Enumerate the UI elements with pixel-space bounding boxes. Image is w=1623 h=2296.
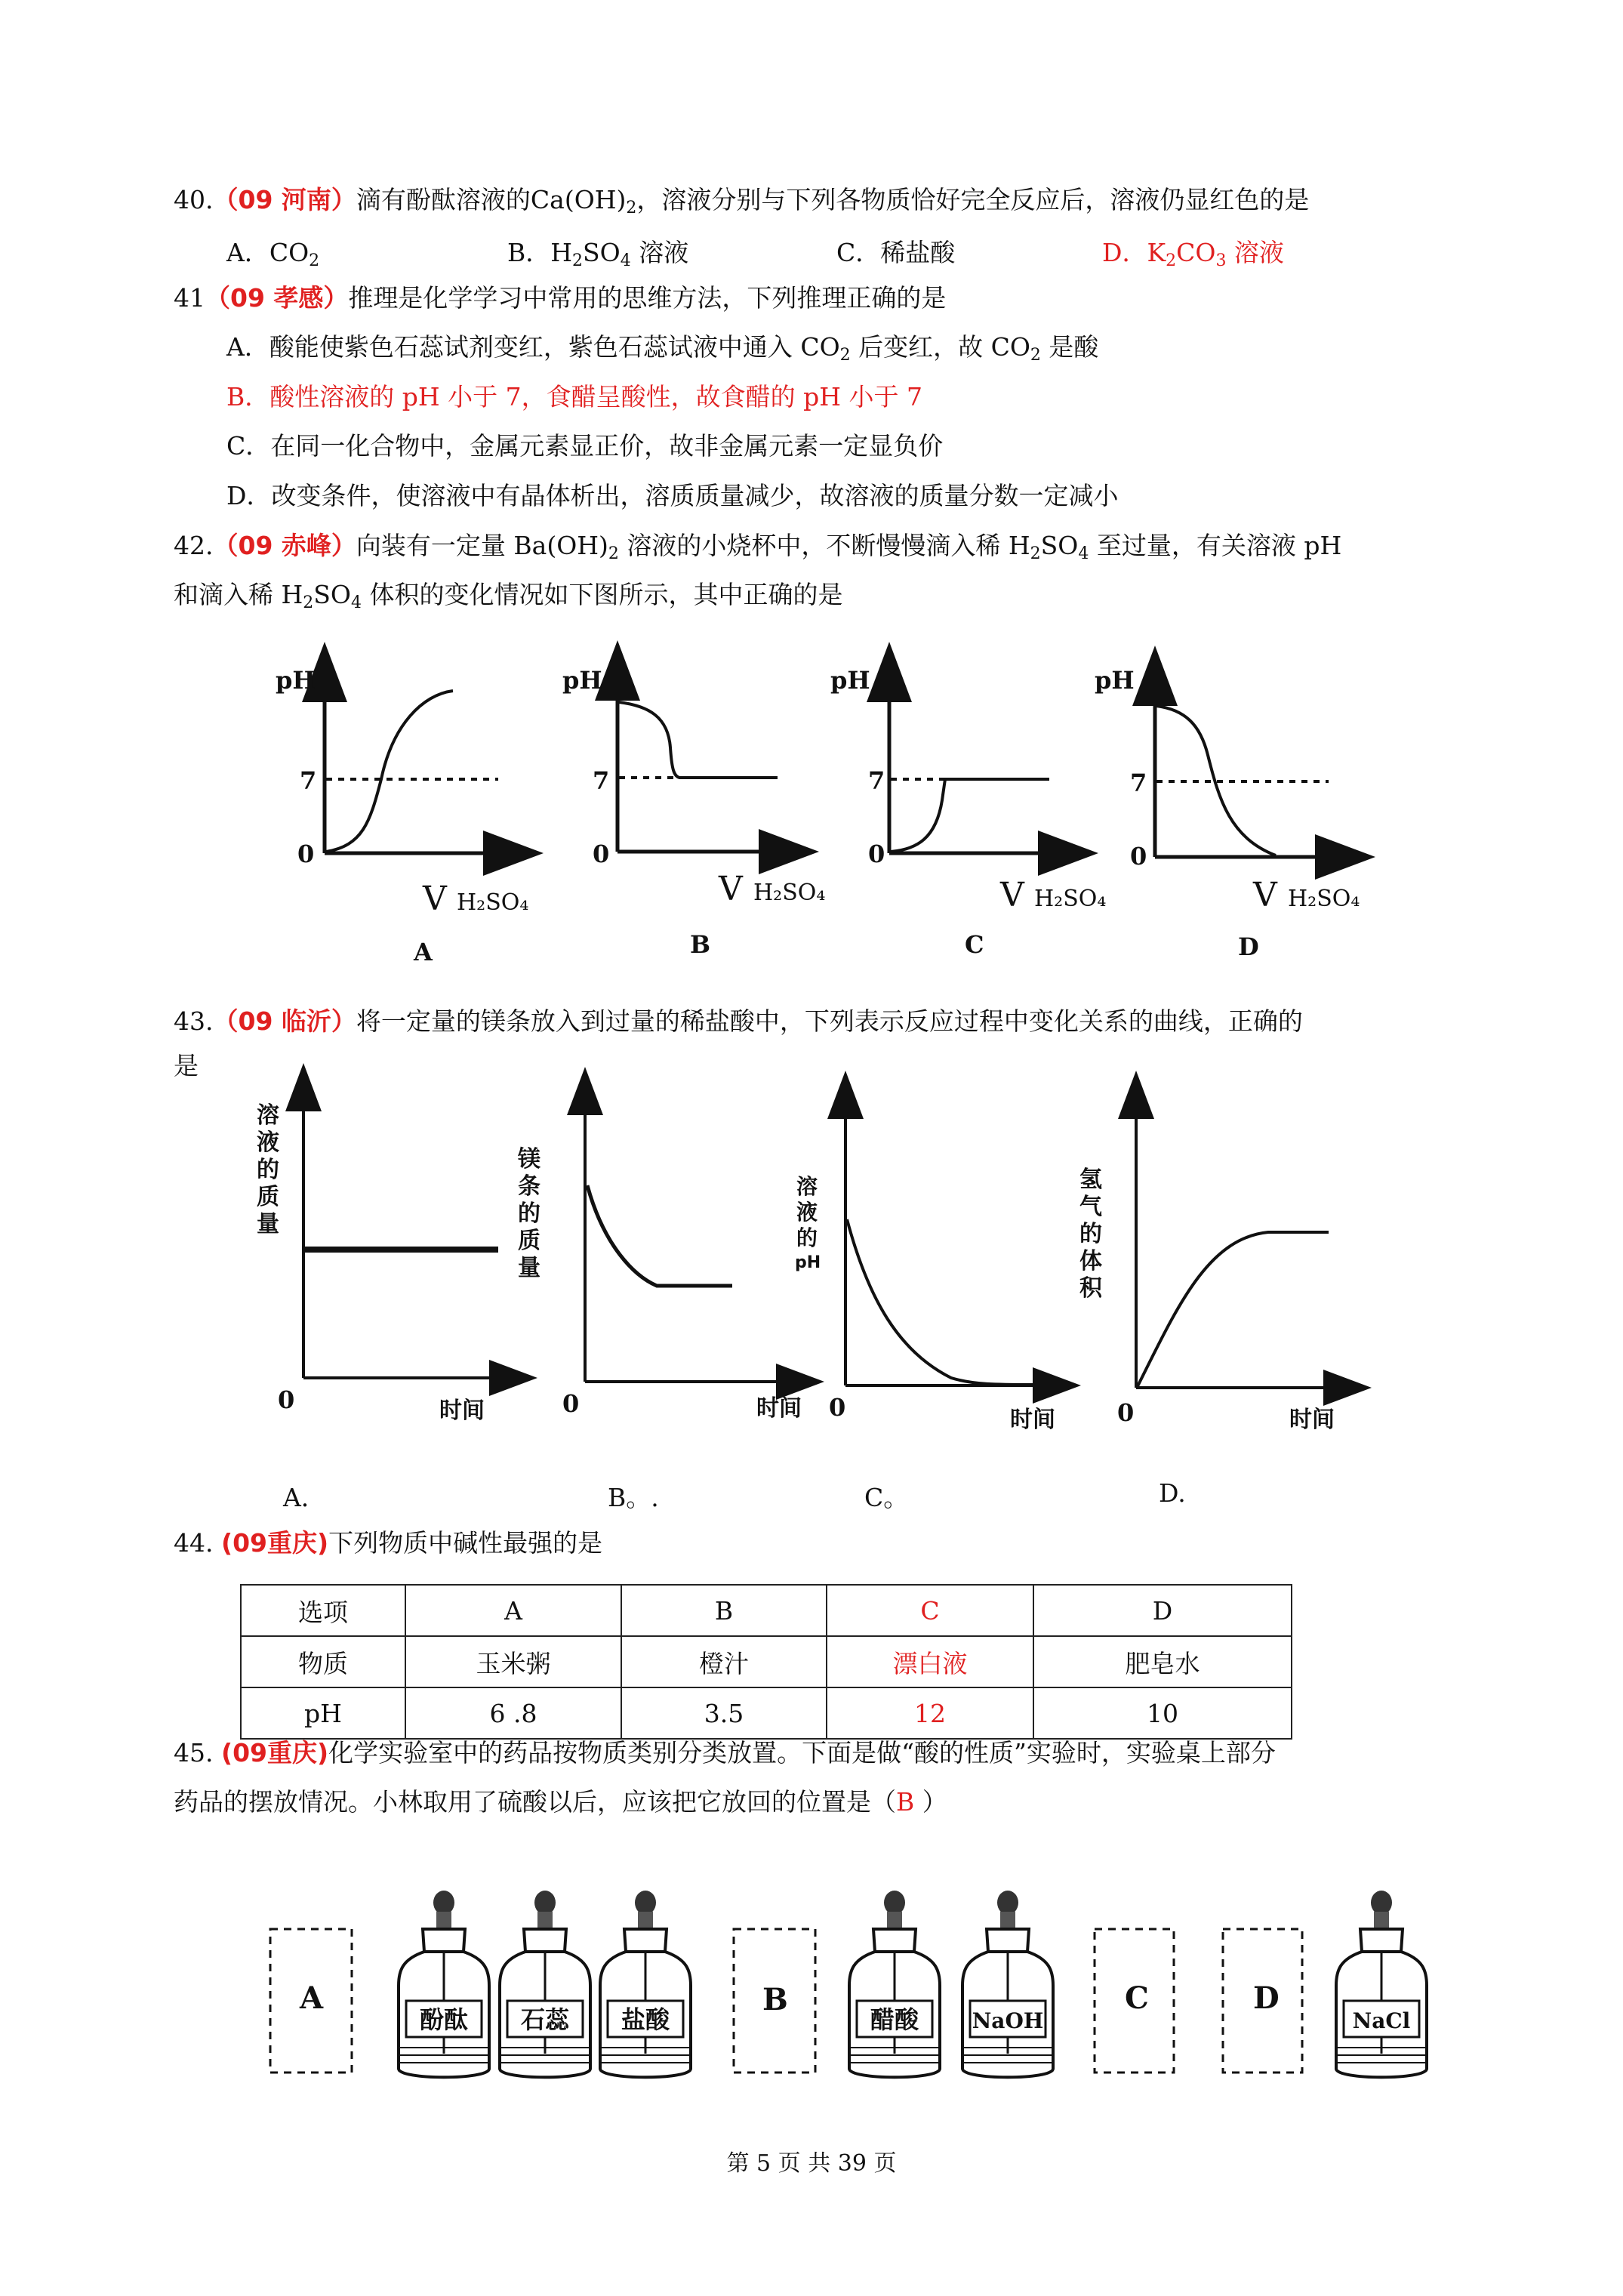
reagent-bottle	[849, 1891, 940, 2077]
q40-option-c: C．稀盐酸	[836, 238, 956, 267]
q41-option-a: A．酸能使紫色石蕊试剂变红，紫色石蕊试液中通入 $CO_2$ 后变红，故 $CO_2$ 是酸	[226, 332, 1099, 365]
q43-d-y-label: 氢气的体积	[1079, 1166, 1102, 1302]
table-row: pH 6 .8 3.5 12 10	[241, 1687, 1292, 1739]
q43-graph-b	[562, 1091, 802, 1422]
bottle-label: 石蕊	[520, 2005, 570, 2034]
reagent-bottle	[1336, 1891, 1427, 2077]
q45-slot-a-label: A	[300, 1980, 324, 2016]
q42-d-y-label: pH	[1095, 666, 1135, 695]
q40-option-a: A．$CO_2$	[226, 238, 320, 270]
q40-option-b: B．$H_2SO_4$ 溶液	[507, 238, 689, 270]
bottle-label: 酚酞	[419, 2005, 469, 2034]
q43-option-c: C。	[864, 1483, 909, 1512]
q42-b-seven: 7	[593, 766, 610, 795]
q43-c-y-label: 溶液的	[796, 1174, 818, 1250]
q45-shelf	[270, 1891, 1427, 2077]
q43-d-zero: 0	[1117, 1398, 1135, 1427]
q45-source: (09重庆)	[220, 1738, 329, 1767]
q42-d-seven: 7	[1130, 769, 1147, 797]
q40-source: （09 河南）	[213, 185, 356, 214]
q44-table	[240, 1584, 1292, 1740]
q43-option-a: A．	[283, 1483, 326, 1512]
q43-c-y-label-ph: pH	[795, 1253, 821, 1272]
page-footer: 第 5 页 共 39 页	[726, 2150, 897, 2177]
q41-source: （09 孝感）	[205, 283, 349, 313]
q43-a-x-label: 时间	[439, 1398, 485, 1424]
q42-c-x-label: V	[1000, 876, 1024, 914]
q42-label-c: C	[965, 930, 984, 959]
q42-label-b: B	[690, 930, 711, 959]
q43-b-x-label: 时间	[756, 1395, 802, 1422]
q41-option-d: D．改变条件，使溶液中有晶体析出，溶质质量减少，故溶液的质量分数一定减小	[226, 481, 1119, 510]
q42-d-x-label: V	[1253, 876, 1277, 914]
q41-stem: 41（09 孝感）推理是化学学习中常用的思维方法，下列推理正确的是	[174, 283, 947, 313]
q44-stem: 44. (09重庆)下列物质中碱性最强的是	[174, 1528, 603, 1558]
q42-source: （09 赤峰）	[213, 531, 356, 560]
q42-b-y-label: pH	[562, 666, 602, 695]
q45-answer: B	[896, 1787, 915, 1817]
q43-b-zero: 0	[562, 1389, 580, 1418]
q43-c-x-label: 时间	[1010, 1407, 1055, 1433]
q42-label-d: D	[1238, 932, 1259, 961]
q43-graph-c	[829, 1095, 1057, 1433]
q43-option-b: B。.	[608, 1483, 659, 1512]
q42-a-x-label: V	[423, 880, 447, 918]
q42-a-y-label: pH	[276, 666, 316, 695]
q42-b-x-label: V	[719, 870, 743, 908]
bottle-label: NaCl	[1352, 2008, 1411, 2033]
q40-option-d: D．$K_2CO_3$ 溶液	[1102, 238, 1284, 270]
q42-label-a: A	[414, 938, 433, 966]
q42-graph-b	[562, 666, 825, 959]
q42-c-zero: 0	[868, 840, 885, 868]
q42-c-y-label: pH	[830, 666, 870, 695]
q41-option-c: C．在同一化合物中，金属元素显正价，故非金属元素一定显负价	[226, 431, 944, 461]
q45-slot-d-label: D	[1253, 1980, 1280, 2016]
table-row: 物质 玉米粥 橙汁 漂白液 肥皂水	[241, 1636, 1292, 1687]
bottle-label: 盐酸	[621, 2005, 670, 2034]
bottle-label: NaOH	[972, 2008, 1044, 2033]
q43-graph-d	[1117, 1095, 1347, 1433]
q43-d-x-label: 时间	[1289, 1407, 1335, 1433]
q43-a-y-label: 溶液的质量	[257, 1102, 279, 1237]
q42-graph-d	[1095, 666, 1360, 961]
bottle-label: 醋酸	[870, 2005, 919, 2034]
q42-a-seven: 7	[300, 766, 317, 795]
q43-graph-a	[278, 1087, 513, 1424]
reagent-bottle	[600, 1891, 691, 2077]
q42-a-x-sub: H₂SO₄	[457, 889, 529, 916]
q43-stem: 43.（09 临沂）将一定量的镁条放入到过量的稀盐酸中，下列表示反应过程中变化关系的曲线，正确的	[174, 1006, 1303, 1036]
q42-c-x-sub: H₂SO₄	[1034, 886, 1107, 912]
q43-a-zero: 0	[278, 1385, 295, 1414]
reagent-bottle	[399, 1891, 489, 2077]
q45-slot-c-label: C	[1125, 1980, 1149, 2016]
q42-c-seven: 7	[868, 766, 885, 795]
q43-source: （09 临沂）	[213, 1006, 356, 1036]
q40-stem: 40.（09 河南）滴有酚酞溶液的$Ca(OH)_2$，溶液分别与下列各物质恰好完全反应后，溶液仍显红色的是	[174, 185, 1310, 217]
reagent-bottle	[500, 1891, 590, 2077]
table-row: 选项 A B C D	[241, 1585, 1292, 1636]
reagent-bottle	[962, 1891, 1053, 2077]
q42-b-x-sub: H₂SO₄	[753, 880, 826, 906]
q42-stem: 42.（09 赤峰）向装有一定量 $Ba(OH)_2$ 溶液的小烧杯中，不断慢慢滴入稀 $H_2SO_4$ 至过量，有关溶液 pH	[174, 531, 1342, 563]
q43-c-zero: 0	[829, 1393, 846, 1422]
q43-b-y-label: 镁条的质量	[518, 1146, 540, 1281]
q44-source: (09重庆)	[220, 1528, 329, 1558]
q42-a-zero: 0	[297, 840, 315, 868]
q43-stem-line2: 是	[174, 1051, 199, 1080]
q42-stem-line2: 和滴入稀 $H_2SO_4$ 体积的变化情况如下图所示，其中正确的是	[174, 580, 843, 612]
q42-d-zero: 0	[1130, 842, 1147, 871]
q45-stem: 45. (09重庆)化学实验室中的药品按物质类别分类放置。下面是做“酸的性质”实验时，实验桌上部分	[174, 1738, 1276, 1767]
q45-stem-line2: 药品的摆放情况。小林取用了硫酸以后，应该把它放回的位置是（B ）	[174, 1787, 947, 1817]
q43-option-d: D.	[1159, 1478, 1186, 1508]
q42-d-x-sub: H₂SO₄	[1288, 886, 1360, 912]
q45-slot-b-label: B	[762, 1982, 788, 2017]
q42-b-zero: 0	[593, 840, 610, 868]
q42-graph-c	[830, 666, 1106, 959]
q42-graph-a	[276, 666, 528, 966]
q41-option-b: B．酸性溶液的 pH 小于 7，食醋呈酸性，故食醋的 pH 小于 7	[226, 382, 922, 411]
